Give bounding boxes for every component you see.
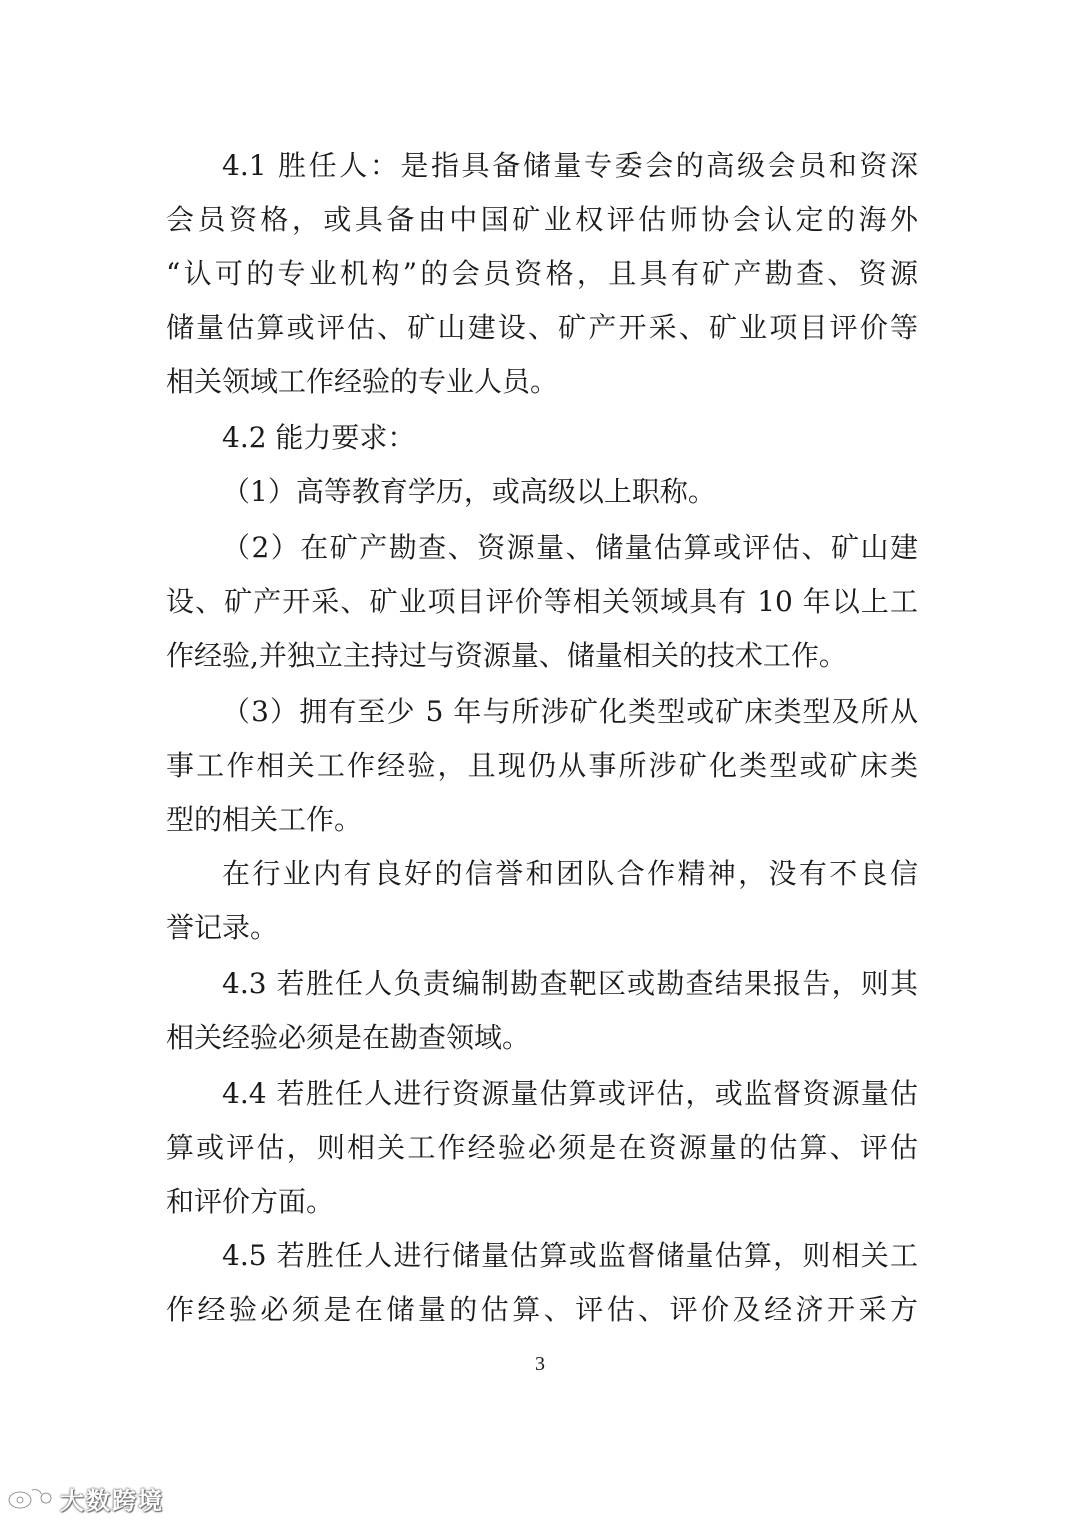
text-line: 相关经验必须是在勘查领域。 [166, 1021, 531, 1054]
paragraph-line: 在行业内有良好的信誉和团队合作精神，没有不良信 [222, 857, 918, 890]
weibo-style-logo-icon [6, 1484, 54, 1512]
list-item: （1）高等教育学历，或高级以上职称。 [222, 475, 716, 508]
watermark [6, 1478, 164, 1518]
text-line: 和评价方面。 [166, 1185, 335, 1218]
text-line: 作经验必须是在储量的估算、评估、评价及经济开采方 [166, 1293, 918, 1326]
text-line: 作经验,并独立主持过与资源量、储量相关的技术工作。 [166, 639, 847, 672]
text-line: 算或评估，则相关工作经验必须是在资源量的估算、评估 [166, 1131, 918, 1164]
text-line: 事工作相关工作经验，且现仍从事所涉矿化类型或矿床类 [166, 749, 918, 782]
list-item: （3）拥有至少 5 年与所涉矿化类型或矿床类型及所从 [222, 695, 918, 728]
section-heading: 4.2 能力要求： [222, 421, 416, 454]
text-line: 型的相关工作。 [166, 803, 363, 836]
watermark-text: 大数跨境 [60, 1486, 164, 1515]
text-line: 4.1 胜任人：是指具备储量专委会的高级会员和资深 [222, 149, 918, 182]
text-line: 储量估算或评估、矿山建设、矿产开采、矿业项目评价等 [166, 311, 918, 344]
text-line: “认可的专业机构”的会员资格，且具有矿产勘查、资源 [166, 257, 918, 290]
text-line: 会员资格，或具备由中国矿业权评估师协会认定的海外 [166, 203, 918, 236]
text-line: 誉记录。 [166, 911, 279, 944]
paragraph-line: 4.5 若胜任人进行储量估算或监督储量估算，则相关工 [222, 1239, 918, 1272]
paragraph-line: 4.4 若胜任人进行资源量估算或评估，或监督资源量估 [222, 1077, 918, 1110]
text-line: 设、矿产开采、矿业项目评价等相关领域具有 10 年以上工 [166, 585, 918, 618]
page-number: 3 [535, 1353, 545, 1375]
list-item: （2）在矿产勘查、资源量、储量估算或评估、矿山建 [222, 531, 918, 564]
paragraph-line: 4.3 若胜任人负责编制勘查靶区或勘查结果报告，则其 [222, 967, 918, 1000]
text-line: 相关领域工作经验的专业人员。 [166, 365, 559, 398]
